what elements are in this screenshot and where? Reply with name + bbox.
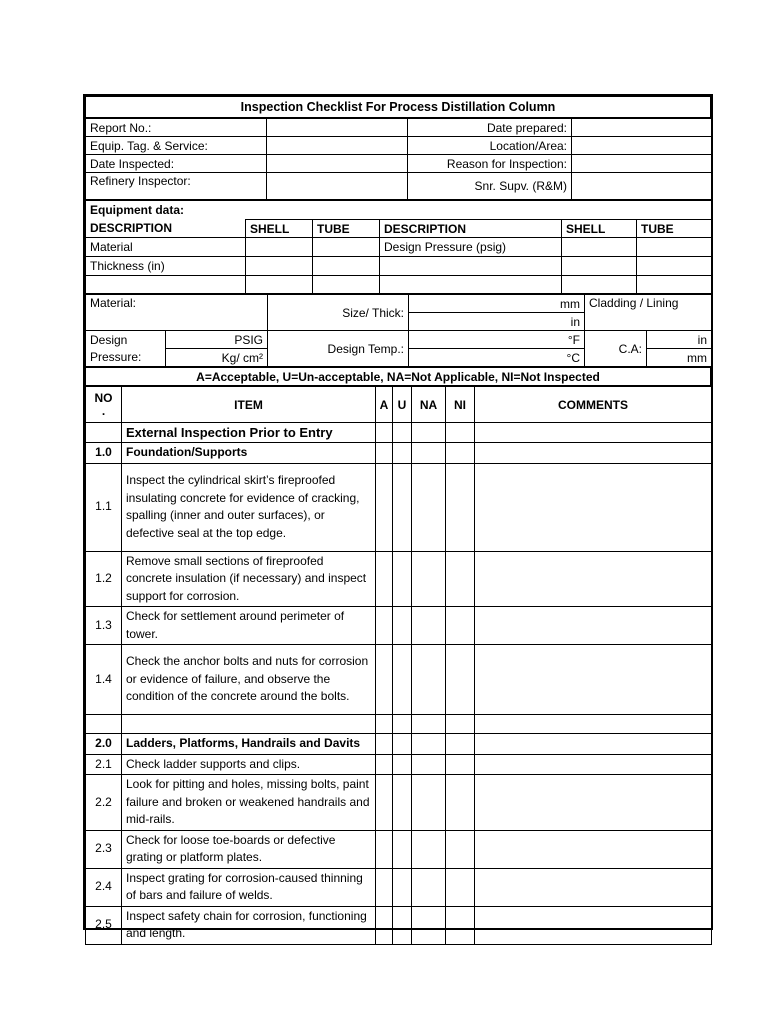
- row-number: 2.2: [86, 775, 122, 831]
- row-item: Check for loose toe-boards or defective grating or platform plates.: [122, 830, 376, 868]
- row-na-cell[interactable]: [412, 734, 446, 755]
- eq-material-shell[interactable]: [246, 238, 313, 257]
- row-comments-cell[interactable]: [475, 715, 712, 734]
- row-na-cell[interactable]: [412, 830, 446, 868]
- row-u-cell[interactable]: [393, 754, 412, 775]
- row-a-cell[interactable]: [376, 830, 393, 868]
- section-comments[interactable]: [475, 423, 712, 443]
- eq-col-description: DESCRIPTION: [86, 220, 246, 238]
- row-comments-cell[interactable]: [475, 830, 712, 868]
- eq-blank-5[interactable]: [562, 257, 637, 276]
- eq-blank-row-2[interactable]: [246, 276, 313, 294]
- row-number: 1.4: [86, 645, 122, 715]
- row-ni-cell[interactable]: [446, 868, 475, 906]
- col-u: U: [393, 387, 412, 423]
- row-ni-cell[interactable]: [446, 715, 475, 734]
- eq-col-tube: TUBE: [313, 220, 380, 238]
- spec-size-mm[interactable]: mm: [409, 295, 585, 313]
- location-label: Location/Area:: [408, 137, 572, 155]
- row-u-cell[interactable]: [393, 830, 412, 868]
- row-number: 2.0: [86, 734, 122, 755]
- legend-text: A=Acceptable, U=Un-acceptable, NA=Not Applicable, NI=Not Inspected: [86, 368, 711, 386]
- row-na-cell[interactable]: [412, 607, 446, 645]
- row-number: 1.2: [86, 551, 122, 607]
- spec-deg-f[interactable]: °F: [409, 331, 585, 349]
- eq-blank-row-5[interactable]: [562, 276, 637, 294]
- row-ni-cell[interactable]: [446, 463, 475, 551]
- row-a-cell[interactable]: [376, 754, 393, 775]
- col-item: ITEM: [122, 387, 376, 423]
- row-ni-cell[interactable]: [446, 830, 475, 868]
- row-ni-cell[interactable]: [446, 775, 475, 831]
- row-na-cell[interactable]: [412, 906, 446, 944]
- row-comments-cell[interactable]: [475, 607, 712, 645]
- row-a-cell[interactable]: [376, 775, 393, 831]
- row-number: 1.3: [86, 607, 122, 645]
- eq-design-pressure-label: Design Pressure (psig): [380, 238, 562, 257]
- row-a-cell[interactable]: [376, 715, 393, 734]
- row-a-cell[interactable]: [376, 645, 393, 715]
- row-item: Look for pitting and holes, missing bolts, paint failure and broken or weakened handrails and mid-rails.: [122, 775, 376, 831]
- eq-thickness-tube[interactable]: [313, 257, 380, 276]
- eq-col-tube-2: TUBE: [637, 220, 712, 238]
- row-a-cell[interactable]: [376, 551, 393, 607]
- row-number: 2.3: [86, 830, 122, 868]
- report-no-label: Report No.:: [86, 119, 267, 137]
- row-item: Inspect grating for corrosion-caused thinning of bars and failure of welds.: [122, 868, 376, 906]
- row-item: [122, 715, 376, 734]
- spec-cladding-label: Cladding / Lining: [585, 295, 712, 331]
- col-comments: COMMENTS: [475, 387, 712, 423]
- eq-col-shell: SHELL: [246, 220, 313, 238]
- spec-deg-c[interactable]: °C: [409, 349, 585, 367]
- row-na-cell[interactable]: [412, 551, 446, 607]
- row-u-cell[interactable]: [393, 734, 412, 755]
- eq-blank-row-4[interactable]: [380, 276, 562, 294]
- table-row: [86, 775, 712, 831]
- row-comments-cell[interactable]: [475, 443, 712, 464]
- table-row: [86, 734, 712, 755]
- spec-material-label: Material:: [86, 295, 268, 331]
- eq-col-description-2: DESCRIPTION: [380, 220, 562, 238]
- date-prepared-label: Date prepared:: [408, 119, 572, 137]
- row-comments-cell[interactable]: [475, 645, 712, 715]
- legend-table: [85, 367, 711, 386]
- equipment-data-label: Equipment data:: [86, 201, 712, 220]
- refinery-inspector-field[interactable]: [267, 173, 408, 200]
- row-u-cell[interactable]: [393, 443, 412, 464]
- date-inspected-field[interactable]: [267, 155, 408, 173]
- report-no-field[interactable]: [267, 119, 408, 137]
- table-row: [86, 715, 712, 734]
- spec-kgcm2[interactable]: Kg/ cm²: [166, 349, 268, 367]
- date-prepared-field[interactable]: [572, 119, 712, 137]
- reason-label: Reason for Inspection:: [408, 155, 572, 173]
- row-ni-cell[interactable]: [446, 607, 475, 645]
- row-comments-cell[interactable]: [475, 463, 712, 551]
- row-comments-cell[interactable]: [475, 906, 712, 944]
- title-table: [85, 96, 711, 118]
- row-na-cell[interactable]: [412, 715, 446, 734]
- row-ni-cell[interactable]: [446, 906, 475, 944]
- row-number: 1.1: [86, 463, 122, 551]
- table-row: [86, 906, 712, 944]
- row-a-cell[interactable]: [376, 443, 393, 464]
- row-number: 2.1: [86, 754, 122, 775]
- row-item: Inspect safety chain for corrosion, functioning and length.: [122, 906, 376, 944]
- row-ni-cell[interactable]: [446, 754, 475, 775]
- row-number: 2.4: [86, 868, 122, 906]
- checklist-form: [83, 94, 713, 940]
- eq-blank-row-3[interactable]: [313, 276, 380, 294]
- spec-design-label-b: Pressure:: [86, 349, 166, 367]
- eq-blank-row-1[interactable]: [86, 276, 246, 294]
- row-number: 1.0: [86, 443, 122, 464]
- eq-thickness-label: Thickness (in): [86, 257, 246, 276]
- spec-ca-in[interactable]: in: [647, 331, 712, 349]
- row-u-cell[interactable]: [393, 645, 412, 715]
- equipment-table: [85, 200, 712, 294]
- row-comments-cell[interactable]: [475, 868, 712, 906]
- eq-blank-row-6[interactable]: [637, 276, 712, 294]
- section-u[interactable]: [393, 423, 412, 443]
- date-inspected-label: Date Inspected:: [86, 155, 267, 173]
- row-u-cell[interactable]: [393, 607, 412, 645]
- row-a-cell[interactable]: [376, 463, 393, 551]
- spec-psig[interactable]: PSIG: [166, 331, 268, 349]
- col-na: NA: [412, 387, 446, 423]
- row-a-cell[interactable]: [376, 868, 393, 906]
- row-ni-cell[interactable]: [446, 734, 475, 755]
- row-item: Foundation/Supports: [122, 443, 376, 464]
- row-item: Remove small sections of fireproofed concrete insulation (if necessary) and inspect support for corrosion.: [122, 551, 376, 607]
- section-ni[interactable]: [446, 423, 475, 443]
- snr-supv-label: Snr. Supv. (R&M): [408, 173, 572, 200]
- row-number: 2.5: [86, 906, 122, 944]
- row-comments-cell[interactable]: [475, 551, 712, 607]
- spec-size-thick-label: Size/ Thick:: [268, 295, 409, 331]
- row-a-cell[interactable]: [376, 906, 393, 944]
- location-field[interactable]: [572, 137, 712, 155]
- row-na-cell[interactable]: [412, 775, 446, 831]
- eq-design-pressure-shell[interactable]: [562, 238, 637, 257]
- row-number: [86, 715, 122, 734]
- specs-table: [85, 294, 712, 367]
- table-row: [86, 443, 712, 464]
- table-row: [86, 463, 712, 551]
- row-u-cell[interactable]: [393, 868, 412, 906]
- spec-ca-mm[interactable]: mm: [647, 349, 712, 367]
- row-comments-cell[interactable]: [475, 734, 712, 755]
- eq-blank-4[interactable]: [380, 257, 562, 276]
- row-u-cell[interactable]: [393, 775, 412, 831]
- row-item: Check for settlement around perimeter of tower.: [122, 607, 376, 645]
- eq-thickness-shell[interactable]: [246, 257, 313, 276]
- row-item: Inspect the cylindrical skirt’s fireproofed insulating concrete for evidence of cracking, spalling (inner and outer surfaces), or defective seal at the top edge.: [122, 463, 376, 551]
- refinery-inspector-label: Refinery Inspector:: [86, 173, 267, 200]
- row-comments-cell[interactable]: [475, 775, 712, 831]
- row-u-cell[interactable]: [393, 715, 412, 734]
- reason-field[interactable]: [572, 155, 712, 173]
- col-ni: NI: [446, 387, 475, 423]
- spec-size-in[interactable]: in: [409, 313, 585, 331]
- header-table: [85, 118, 712, 200]
- eq-material-label: Material: [86, 238, 246, 257]
- table-row: [86, 830, 712, 868]
- row-na-cell[interactable]: [412, 443, 446, 464]
- eq-blank-6[interactable]: [637, 257, 712, 276]
- row-na-cell[interactable]: [412, 868, 446, 906]
- row-ni-cell[interactable]: [446, 551, 475, 607]
- form-title: Inspection Checklist For Process Distillation Column: [86, 97, 711, 118]
- section-a[interactable]: [376, 423, 393, 443]
- row-item: Check the anchor bolts and nuts for corrosion or evidence of failure, and observe the condition of the concrete around the bolts.: [122, 645, 376, 715]
- equip-tag-label: Equip. Tag. & Service:: [86, 137, 267, 155]
- row-ni-cell[interactable]: [446, 645, 475, 715]
- row-u-cell[interactable]: [393, 551, 412, 607]
- table-row: [86, 551, 712, 607]
- row-item: Ladders, Platforms, Handrails and Davits: [122, 734, 376, 755]
- row-u-cell[interactable]: [393, 463, 412, 551]
- row-a-cell[interactable]: [376, 607, 393, 645]
- table-row: [86, 607, 712, 645]
- checklist-table: [85, 386, 712, 945]
- col-no: NO .: [86, 387, 122, 423]
- eq-design-pressure-tube[interactable]: [637, 238, 712, 257]
- spec-design-label-a: Design: [86, 331, 166, 349]
- table-row: [86, 754, 712, 775]
- section-na[interactable]: [412, 423, 446, 443]
- row-na-cell[interactable]: [412, 645, 446, 715]
- equip-tag-field[interactable]: [267, 137, 408, 155]
- row-comments-cell[interactable]: [475, 754, 712, 775]
- row-u-cell[interactable]: [393, 906, 412, 944]
- table-row: [86, 645, 712, 715]
- row-na-cell[interactable]: [412, 463, 446, 551]
- eq-col-shell-2: SHELL: [562, 220, 637, 238]
- snr-supv-field[interactable]: [572, 173, 712, 200]
- spec-ca-label: C.A:: [585, 331, 647, 367]
- col-a: A: [376, 387, 393, 423]
- section-heading: External Inspection Prior to Entry: [122, 423, 376, 443]
- section-no: [86, 423, 122, 443]
- row-na-cell[interactable]: [412, 754, 446, 775]
- row-a-cell[interactable]: [376, 734, 393, 755]
- eq-material-tube[interactable]: [313, 238, 380, 257]
- table-row: [86, 868, 712, 906]
- row-item: Check ladder supports and clips.: [122, 754, 376, 775]
- row-ni-cell[interactable]: [446, 443, 475, 464]
- spec-design-temp-label: Design Temp.:: [268, 331, 409, 367]
